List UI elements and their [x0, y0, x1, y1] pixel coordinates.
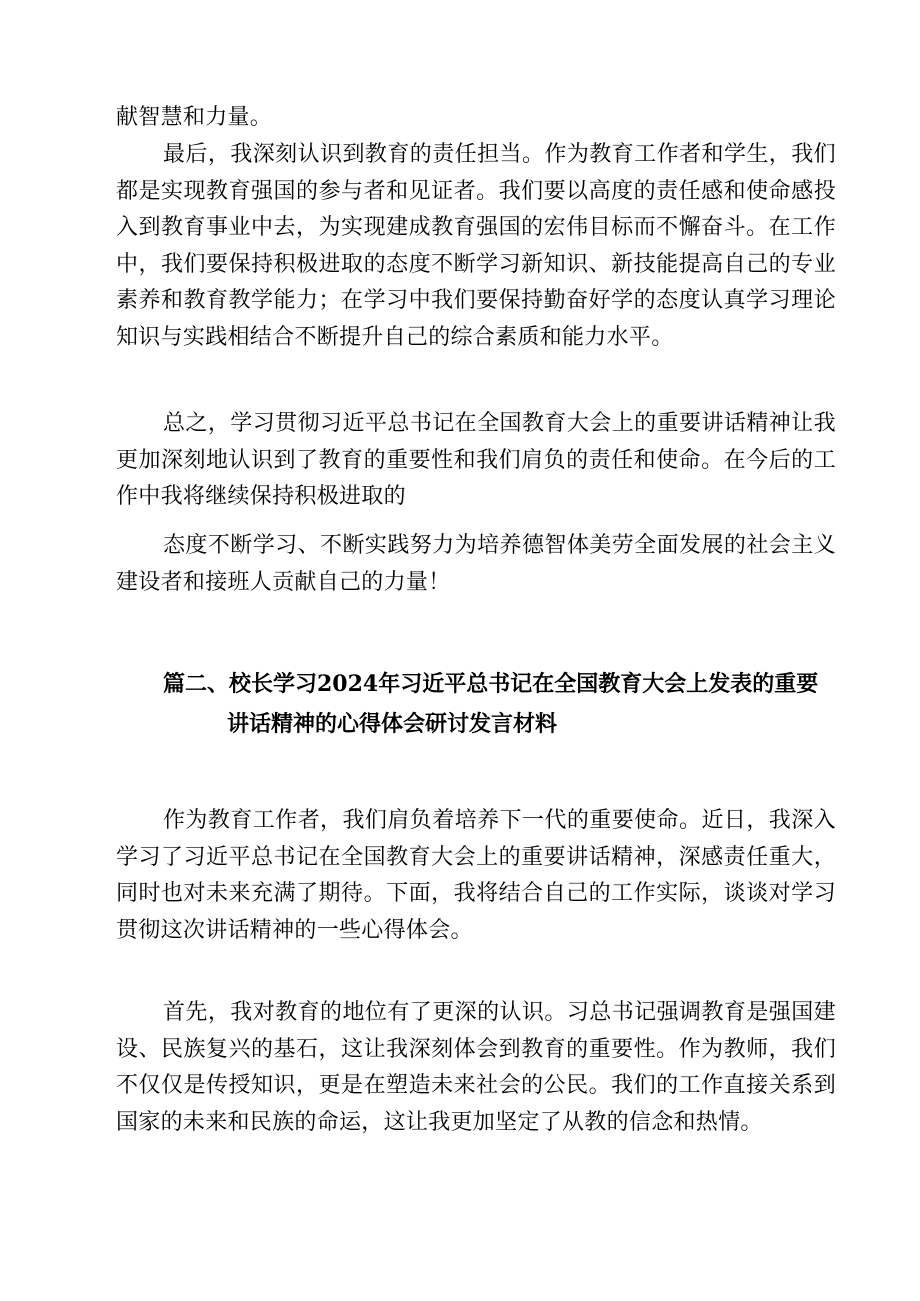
paragraph-first-point: 首先，我对教育的地位有了更深的认识。习总书记强调教育是强国建设、民族复兴的基石，这让我深刻体会到教育的重要性。作为教师，我们不仅仅是传授知识，更是在塑造未来社会的公民。我们的工作直接关系到国家的未来和民族的命运，这让我更加坚定了从教的信念和热情。	[116, 1000, 836, 1135]
paragraph-responsibility: 最后，我深刻认识到教育的责任担当。作为教育工作者和学生，我们都是实现教育强国的参与者和见证者。我们要以高度的责任感和使命感投入到教育事业中去，为实现建成教育强国的宏伟目标而不懈奋斗。在工作中，我们要保持积极进取的态度不断学习新知识、新技能提高自己的专业素养和教育教学能力；在学习中我们要保持勤奋好学的态度认真学习理论知识与实践相结合不断提升自己的综合素质和能力水平。	[116, 142, 836, 350]
paragraph-intro: 作为教育工作者，我们肩负着培养下一代的重要使命。近日，我深入学习了习近平总书记在全国教育大会上的重要讲话精神，深感责任重大，同时也对未来充满了期待。下面，我将结合自己的工作实际，谈谈对学习贯彻这次讲话精神的一些心得体会。	[116, 808, 836, 943]
section-heading-line1: 篇二、校长学习2024年习近平总书记在全国教育大会上发表的重要	[163, 671, 819, 697]
paragraph-continuation: 献智慧和力量。	[116, 105, 273, 130]
paragraph-conclusion-continued: 态度不断学习、不断实践努力为培养德智体美劳全面发展的社会主义建设者和接班人贡献自己的力量！	[116, 533, 836, 595]
section-heading	[163, 664, 843, 744]
paragraph-conclusion: 总之，学习贯彻习近平总书记在全国教育大会上的重要讲话精神让我更加深刻地认识到了教育的重要性和我们肩负的责任和使命。在今后的工作中我将继续保持积极进取的	[116, 411, 836, 509]
section-heading-line2: 讲话精神的心得体会研讨发言材料	[227, 711, 558, 737]
